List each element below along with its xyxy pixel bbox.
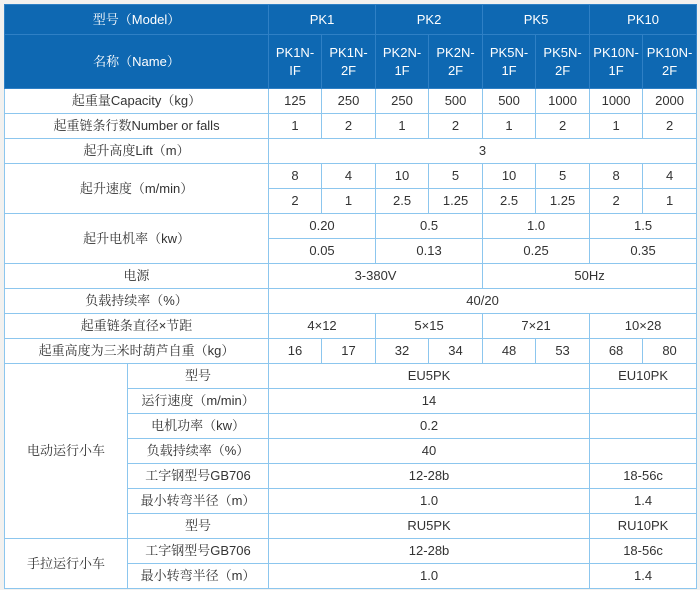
row-label: 负载持续率（%）: [5, 289, 269, 314]
row-label: 型号: [128, 364, 269, 389]
value-cell: 4: [322, 164, 376, 189]
value-cell: 500: [483, 89, 536, 114]
column-header: PK10N-1F: [590, 35, 643, 89]
row-label: 工字钢型号GB706: [128, 464, 269, 489]
value-cell: 1.25: [536, 189, 590, 214]
value-cell: 1: [590, 114, 643, 139]
value-cell: 0.35: [590, 239, 697, 264]
row-label: 最小转弯半径（m）: [128, 564, 269, 589]
value-cell: 0.2: [269, 414, 590, 439]
value-cell: 250: [376, 89, 429, 114]
row-label: 起升电机率（kw）: [5, 214, 269, 264]
table-row: [5, 139, 697, 164]
value-cell: 2: [536, 114, 590, 139]
group-label: 电动运行小车: [5, 364, 128, 539]
table-row: [5, 89, 697, 114]
row-label: 起重链条直径×节距: [5, 314, 269, 339]
value-cell: EU5PK: [269, 364, 590, 389]
group-label: 手拉运行小车: [5, 539, 128, 589]
value-cell: [590, 389, 697, 414]
column-header: PK2N-2F: [429, 35, 483, 89]
table-row: [5, 364, 697, 389]
value-cell: 1.4: [590, 564, 697, 589]
value-cell: 1.0: [269, 564, 590, 589]
row-label: 运行速度（m/min）: [128, 389, 269, 414]
value-cell: [590, 439, 697, 464]
value-cell: 53: [536, 339, 590, 364]
value-cell: 0.25: [483, 239, 590, 264]
value-cell: 40: [269, 439, 590, 464]
value-cell: 18-56c: [590, 539, 697, 564]
value-cell: 10×28: [590, 314, 697, 339]
value-cell: 16: [269, 339, 322, 364]
value-cell: 12-28b: [269, 464, 590, 489]
value-cell: 32: [376, 339, 429, 364]
value-cell: RU5PK: [269, 514, 590, 539]
row-label: 起升高度Lift（m）: [5, 139, 269, 164]
row-label: 起重量Capacity（kg）: [5, 89, 269, 114]
value-cell: 1.0: [483, 214, 590, 239]
value-cell: 40/20: [269, 289, 697, 314]
column-header: PK2: [376, 5, 483, 35]
value-cell: 0.5: [376, 214, 483, 239]
column-header: PK5: [483, 5, 590, 35]
value-cell: 2: [590, 189, 643, 214]
row-label: 电机功率（kw）: [128, 414, 269, 439]
table-body: [5, 89, 697, 589]
hoist-spec-table: [4, 4, 697, 589]
column-header: PK10N-2F: [643, 35, 697, 89]
value-cell: 2000: [643, 89, 697, 114]
column-header: PK2N-1F: [376, 35, 429, 89]
table-row: [5, 264, 697, 289]
column-header: PK5N-1F: [483, 35, 536, 89]
table-header: [5, 5, 697, 89]
column-header: PK5N-2F: [536, 35, 590, 89]
value-cell: 5: [536, 164, 590, 189]
value-cell: 1.0: [269, 489, 590, 514]
value-cell: 50Hz: [483, 264, 697, 289]
value-cell: 17: [322, 339, 376, 364]
column-header: PK1N-IF: [269, 35, 322, 89]
value-cell: 5×15: [376, 314, 483, 339]
value-cell: 34: [429, 339, 483, 364]
value-cell: 4×12: [269, 314, 376, 339]
column-header: PK1: [269, 5, 376, 35]
value-cell: 8: [590, 164, 643, 189]
value-cell: 1: [483, 114, 536, 139]
header-row: [5, 5, 697, 35]
value-cell: 2.5: [376, 189, 429, 214]
row-label: 最小转弯半径（m）: [128, 489, 269, 514]
table-row: [5, 164, 697, 189]
value-cell: 7×21: [483, 314, 590, 339]
value-cell: 0.05: [269, 239, 376, 264]
row-label: 起重高度为三米时葫芦自重（kg）: [5, 339, 269, 364]
value-cell: 3: [269, 139, 697, 164]
row-label: 型号: [128, 514, 269, 539]
column-header: 名称（Name）: [5, 35, 269, 89]
value-cell: [590, 414, 697, 439]
value-cell: 2: [322, 114, 376, 139]
row-label: 电源: [5, 264, 269, 289]
value-cell: 250: [322, 89, 376, 114]
table-row: [5, 339, 697, 364]
value-cell: 1: [376, 114, 429, 139]
value-cell: EU10PK: [590, 364, 697, 389]
table-row: [5, 214, 697, 239]
value-cell: 125: [269, 89, 322, 114]
value-cell: 2: [429, 114, 483, 139]
value-cell: 80: [643, 339, 697, 364]
value-cell: 500: [429, 89, 483, 114]
column-header: PK10: [590, 5, 697, 35]
value-cell: 10: [483, 164, 536, 189]
value-cell: 12-28b: [269, 539, 590, 564]
value-cell: 18-56c: [590, 464, 697, 489]
value-cell: 1: [269, 114, 322, 139]
header-row: [5, 35, 697, 89]
value-cell: 8: [269, 164, 322, 189]
row-label: 起重链条行数Number or falls: [5, 114, 269, 139]
value-cell: 1.4: [590, 489, 697, 514]
value-cell: 3-380V: [269, 264, 483, 289]
value-cell: 68: [590, 339, 643, 364]
value-cell: 2: [269, 189, 322, 214]
value-cell: 14: [269, 389, 590, 414]
value-cell: 4: [643, 164, 697, 189]
value-cell: 1.25: [429, 189, 483, 214]
table-row: [5, 539, 697, 564]
value-cell: 2: [643, 114, 697, 139]
column-header: PK1N-2F: [322, 35, 376, 89]
row-label: 起升速度（m/min）: [5, 164, 269, 214]
value-cell: 0.20: [269, 214, 376, 239]
value-cell: 1: [322, 189, 376, 214]
table-row: [5, 289, 697, 314]
table-row: [5, 314, 697, 339]
value-cell: 1000: [590, 89, 643, 114]
value-cell: 1: [643, 189, 697, 214]
value-cell: 48: [483, 339, 536, 364]
value-cell: 1.5: [590, 214, 697, 239]
table-row: [5, 114, 697, 139]
row-label: 工字钢型号GB706: [128, 539, 269, 564]
row-label: 负载持续率（%）: [128, 439, 269, 464]
value-cell: 2.5: [483, 189, 536, 214]
value-cell: 1000: [536, 89, 590, 114]
value-cell: RU10PK: [590, 514, 697, 539]
value-cell: 10: [376, 164, 429, 189]
value-cell: 5: [429, 164, 483, 189]
column-header: 型号（Model）: [5, 5, 269, 35]
value-cell: 0.13: [376, 239, 483, 264]
